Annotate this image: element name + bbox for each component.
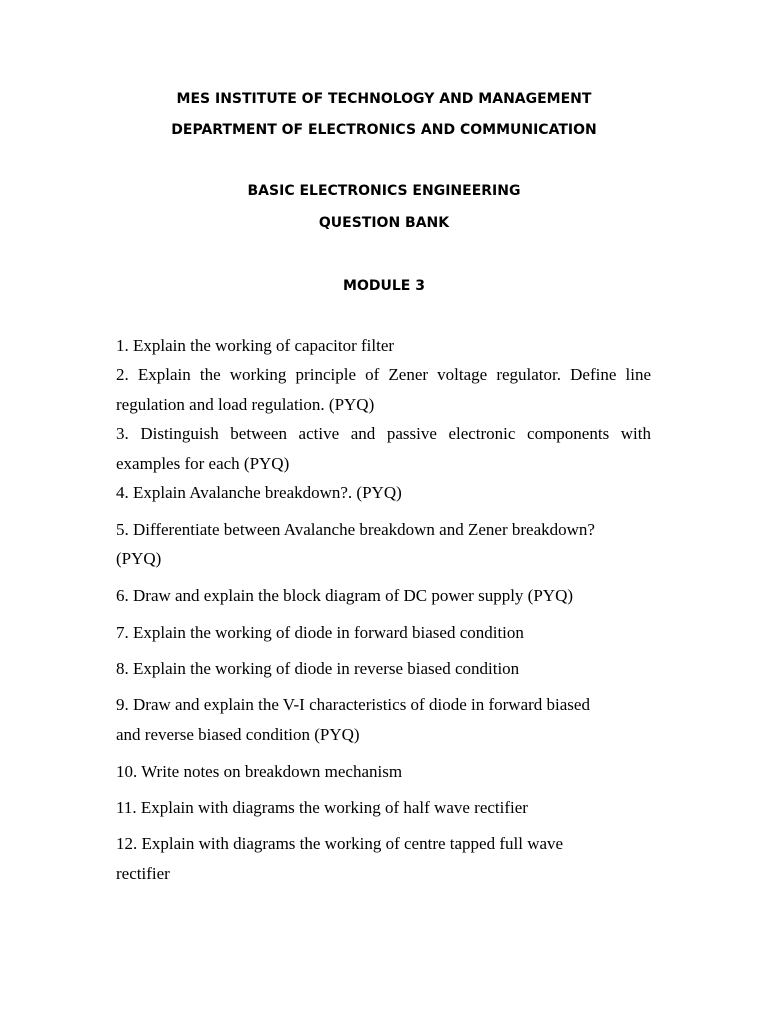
question-9: 9. Draw and explain the V-I characteristics of diode in forward biased <box>116 695 590 714</box>
question-1: 1. Explain the working of capacitor filter <box>116 336 395 355</box>
question-11: 11. Explain with diagrams the working of half wave rectifier <box>116 798 528 817</box>
question-3-continued: examples for each (PYQ) <box>116 454 290 473</box>
question-9-continued: and reverse biased condition (PYQ) <box>116 725 360 744</box>
question-4: 4. Explain Avalanche breakdown?. (PYQ) <box>116 483 402 502</box>
question-3: 3. Distinguish between active and passive electronic components with <box>116 424 651 443</box>
question-5: 5. Differentiate between Avalanche breakdown and Zener breakdown? <box>116 520 595 539</box>
question-12: 12. Explain with diagrams the working of centre tapped full wave <box>116 834 564 853</box>
subject-title: BASIC ELECTRONICS ENGINEERING <box>247 183 521 199</box>
question-2: 2. Explain the working principle of Zener voltage regulator. Define line <box>116 365 651 384</box>
question-6: 6. Draw and explain the block diagram of DC power supply (PYQ) <box>116 586 574 605</box>
institute-name: MES INSTITUTE OF TECHNOLOGY AND MANAGEMENT <box>176 91 592 107</box>
question-2-continued: regulation and load regulation. (PYQ) <box>116 395 375 414</box>
question-10: 10. Write notes on breakdown mechanism <box>116 762 403 781</box>
question-5-continued: (PYQ) <box>116 549 162 568</box>
document-type: QUESTION BANK <box>318 215 450 231</box>
question-12-continued: rectifier <box>116 864 170 883</box>
question-7: 7. Explain the working of diode in forward biased condition <box>116 623 524 642</box>
question-8: 8. Explain the working of diode in reverse biased condition <box>116 659 520 678</box>
module-title: MODULE 3 <box>343 278 425 294</box>
department-name: DEPARTMENT OF ELECTRONICS AND COMMUNICATION <box>171 122 597 138</box>
